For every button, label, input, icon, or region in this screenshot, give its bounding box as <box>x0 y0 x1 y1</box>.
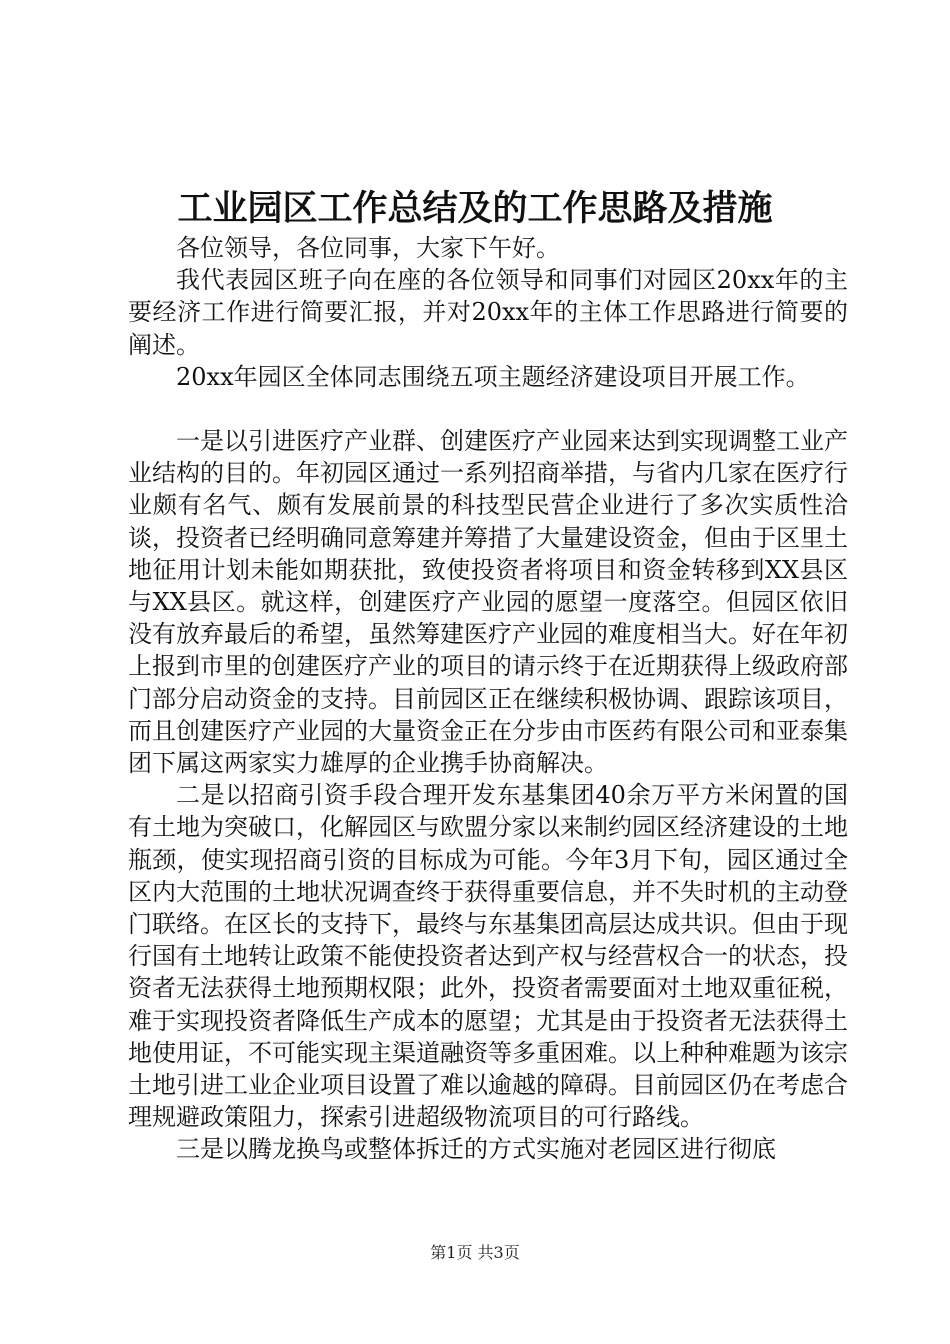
paragraph-item-3: 三是以腾龙换鸟或整体拆迁的方式实施对老园区进行彻底 <box>176 1135 776 1164</box>
paragraph-item-2: 二是以招商引资手段合理开发东基集团40余万平方米闲置的国有土地为突破口，化解园区与欧盟分家以来制约园区经济建设的土地瓶颈，使实现招商引资的目标成为可能。今年3月下旬，园区通过全区内大范围的土地状况调查终于获得重要信息，并不失时机的主动登门联络。在区长的支持下，最终与东基集团高层达成共识。但由于现行国有土地转让政策不能使投资者达到产权与经营权合一的状态，投资者无法获得土地预期权限；此外，投资者需要面对土地双重征税，难于实现投资者降低生产成本的愿望；尤其是由于投资者无法获得土地使用证，不可能实现主渠道融资等多重困难。以上种种难题为该宗土地引进工业企业项目设置了难以逾越的障碍。目前园区仍在考虑合理规避政策阻力，探索引进超级物流项目的可行路线。 <box>128 781 848 1132</box>
paragraph-spacer <box>128 393 848 425</box>
page-footer: 第1页 共3页 <box>430 1243 520 1262</box>
paragraph-summary: 20xx年园区全体同志围绕五项主题经济建设项目开展工作。 <box>176 362 810 391</box>
document-body <box>128 232 848 1166</box>
paragraph-item-1: 一是以引进医疗产业群、创建医疗产业园来达到实现调整工业产业结构的目的。年初园区通过一系列招商举措，与省内几家在医疗行业颇有名气、颇有发展前景的科技型民营企业进行了多次实质性洽谈，投资者已经明确同意筹建并筹措了大量建设资金，但由于区里土地征用计划未能如期获批，致使投资者将项目和资金转移到XX县区与XX县区。就这样，创建医疗产业园的愿望一度落空。但园区依旧没有放弃最后的希望，虽然筹建医疗产业园的难度相当大。好在年初上报到市里的创建医疗产业的项目的请示终于在近期获得上级政府部门部分启动资金的支持。目前园区正在继续积极协调、跟踪该项目，而且创建医疗产业园的大量资金正在分步由市医药有限公司和亚泰集团下属这两家实力雄厚的企业携手协商解决。 <box>128 427 848 778</box>
paragraph-greeting: 各位领导，各位同事，大家下午好。 <box>176 234 560 262</box>
document-title: 工业园区工作总结及的工作思路及措施 <box>177 188 773 229</box>
paragraph-intro: 我代表园区班子向在座的各位领导和同事们对园区20xx年的主要经济工作进行简要汇报，并对20xx年的主体工作思路进行简要的阐述。 <box>128 266 848 359</box>
